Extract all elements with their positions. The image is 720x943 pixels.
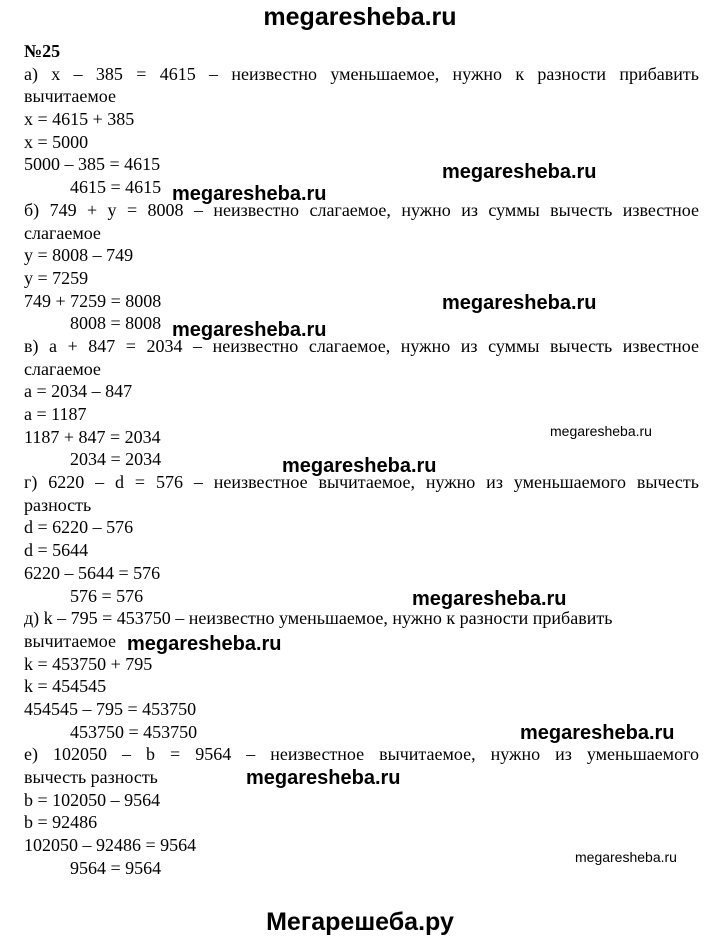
task-f-check-result: 9564 = 9564 <box>70 857 162 878</box>
watermark: megaresheba.ru <box>246 767 401 789</box>
task-e-statement: д) k – 795 = 453750 – неизвестно уменьшаемое, нужно к разности прибавить <box>24 608 613 629</box>
task-b-statement-cont: слагаемое <box>24 222 101 243</box>
task-a-step: x = 4615 + 385 <box>24 109 135 130</box>
site-footer: Мегарешеба.ру <box>266 908 454 936</box>
task-c-check: 1187 + 847 = 2034 <box>24 426 161 447</box>
task-d-answer: d = 5644 <box>24 540 89 561</box>
watermark: megaresheba.ru <box>442 161 597 183</box>
watermark: megaresheba.ru <box>412 588 567 610</box>
watermark: megaresheba.ru <box>172 319 327 341</box>
task-b-answer: y = 7259 <box>24 267 89 288</box>
task-c-statement-cont: слагаемое <box>24 358 101 379</box>
watermark: megaresheba.ru <box>550 423 652 439</box>
task-a-check-result: 4615 = 4615 <box>70 177 162 198</box>
task-e-step: k = 453750 + 795 <box>24 653 153 674</box>
task-b-check-result: 8008 = 8008 <box>70 313 162 334</box>
problem-number: №25 <box>24 41 61 61</box>
task-e-answer: k = 454545 <box>24 676 107 697</box>
task-c-check-result: 2034 = 2034 <box>70 449 162 470</box>
task-b-statement: б) 749 + y = 8008 – неизвестно слагаемое, нужно из суммы вычесть известное <box>24 199 699 220</box>
task-d-check-result: 576 = 576 <box>70 585 144 606</box>
watermark: megaresheba.ru <box>282 455 437 477</box>
watermark: megaresheba.ru <box>172 183 327 205</box>
task-f-statement-cont: вычесть разность <box>24 767 158 787</box>
watermark: megaresheba.ru <box>575 849 677 865</box>
task-c-statement: в) a + 847 = 2034 – неизвестно слагаемое, нужно из суммы вычесть известное <box>24 335 699 356</box>
task-a-statement-cont: вычитаемое <box>24 86 116 107</box>
task-a-answer: x = 5000 <box>24 131 89 152</box>
task-f-step: b = 102050 – 9564 <box>24 789 161 810</box>
task-f-check: 102050 – 92486 = 9564 <box>24 835 197 856</box>
task-a-check: 5000 – 385 = 4615 <box>24 154 161 175</box>
watermark: megaresheba.ru <box>442 292 597 314</box>
site-header: megaresheba.ru <box>263 3 457 31</box>
task-f-statement: е) 102050 – b = 9564 – неизвестное вычитаемое, нужно из уменьшаемого <box>24 744 699 765</box>
task-d-check: 6220 – 5644 = 576 <box>24 562 161 583</box>
task-b-step: y = 8008 – 749 <box>24 245 134 266</box>
task-e-check: 454545 – 795 = 453750 <box>24 698 197 719</box>
task-c-answer: a = 1187 <box>24 404 87 424</box>
task-d-statement-cont: разность <box>24 494 92 515</box>
task-d-statement: г) 6220 – d = 576 – неизвестное вычитаемое, нужно из уменьшаемого вычесть <box>24 472 699 493</box>
task-e-check-result: 453750 = 453750 <box>70 721 198 742</box>
watermark: megaresheba.ru <box>127 633 282 655</box>
task-b-check: 749 + 7259 = 8008 <box>24 290 162 311</box>
task-e-statement-cont: вычитаемое <box>24 630 116 651</box>
task-d-step: d = 6220 – 576 <box>24 517 134 538</box>
task-a-statement: а) x – 385 = 4615 – неизвестно уменьшаемое, нужно к разности прибавить <box>24 63 699 84</box>
watermark: megaresheba.ru <box>520 722 675 744</box>
task-c-step: a = 2034 – 847 <box>24 381 133 402</box>
task-f-answer: b = 92486 <box>24 812 98 833</box>
